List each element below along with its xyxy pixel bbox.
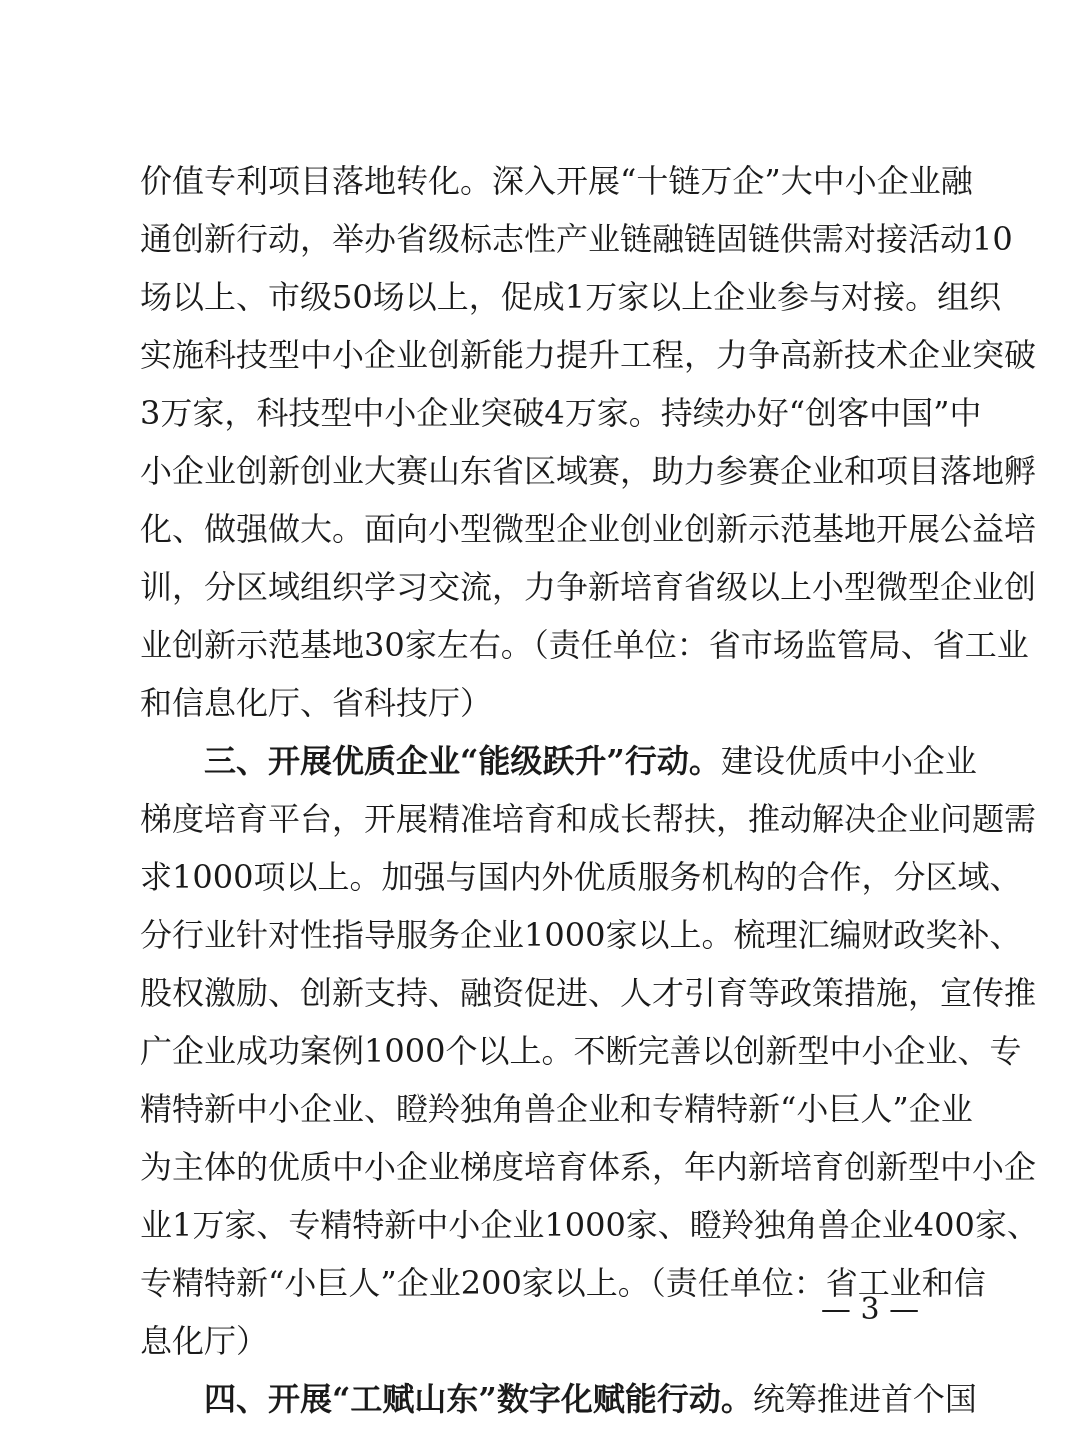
page-number: — 3 — (820, 1292, 920, 1327)
text-line: 求1000项以上。加强与国内外优质服务机构的合作，分区域、 (140, 858, 1022, 896)
paragraph-section-4 (140, 1370, 977, 1428)
text-line: 股权激励、创新支持、融资促进、人才引育等政策措施，宣传推 (140, 974, 1037, 1012)
section-heading-line (140, 1370, 977, 1428)
section-heading: 四、开展“工赋山东”数字化赋能行动。 (204, 1380, 753, 1418)
paragraph-1 (140, 152, 1037, 732)
text-line: 息化厅） (140, 1322, 269, 1360)
text-line: 化、做强做大。面向小型微型企业创业创新示范基地开展公益培 (140, 510, 1037, 548)
text-line: 业创新示范基地30家左右。（责任单位：省市场监管局、省工业 (140, 626, 1029, 664)
text-line: 实施科技型中小企业创新能力提升工程，力争高新技术企业突破 (140, 336, 1037, 374)
text-line: 训，分区域组织学习交流，力争新培育省级以上小型微型企业创 (140, 568, 1037, 606)
document-body (140, 152, 1039, 1428)
text-line: 3万家，科技型中小企业突破4万家。持续办好“创客中国”中 (140, 394, 982, 432)
text-line: 通创新行动，举办省级标志性产业链融链固链供需对接活动10 (140, 220, 1013, 258)
section-heading: 三、开展优质企业“能级跃升”行动。 (204, 742, 721, 780)
text-line: 分行业针对性指导服务企业1000家以上。梳理汇编财政奖补、 (140, 916, 1022, 954)
text-line: 和信息化厅、省科技厅） (140, 684, 493, 722)
section-heading-rest: 统筹推进首个国 (752, 1380, 977, 1418)
text-line: 梯度培育平台，开展精准培育和成长帮扶，推动解决企业问题需 (140, 800, 1037, 838)
text-line: 广企业成功案例1000个以上。不断完善以创新型中小企业、专 (140, 1032, 1022, 1070)
text-line: 小企业创新创业大赛山东省区域赛，助力参赛企业和项目落地孵 (140, 452, 1037, 490)
text-line: 专精特新“小巨人”企业200家以上。（责任单位：省工业和信 (140, 1264, 986, 1302)
section-heading-line (140, 732, 977, 790)
text-line: 精特新中小企业、瞪羚独角兽企业和专精特新“小巨人”企业 (140, 1090, 973, 1128)
text-line: 为主体的优质中小企业梯度培育体系，年内新培育创新型中小企 (140, 1148, 1037, 1186)
text-line: 业1万家、专精特新中小企业1000家、瞪羚独角兽企业400家、 (140, 1206, 1039, 1244)
text-line: 场以上、市级50场以上，促成1万家以上企业参与对接。组织 (140, 278, 1002, 316)
paragraph-section-3 (140, 732, 1039, 1370)
text-line: 价值专利项目落地转化。深入开展“十链万企”大中小企业融 (140, 162, 973, 200)
section-heading-rest: 建设优质中小企业 (720, 742, 977, 780)
